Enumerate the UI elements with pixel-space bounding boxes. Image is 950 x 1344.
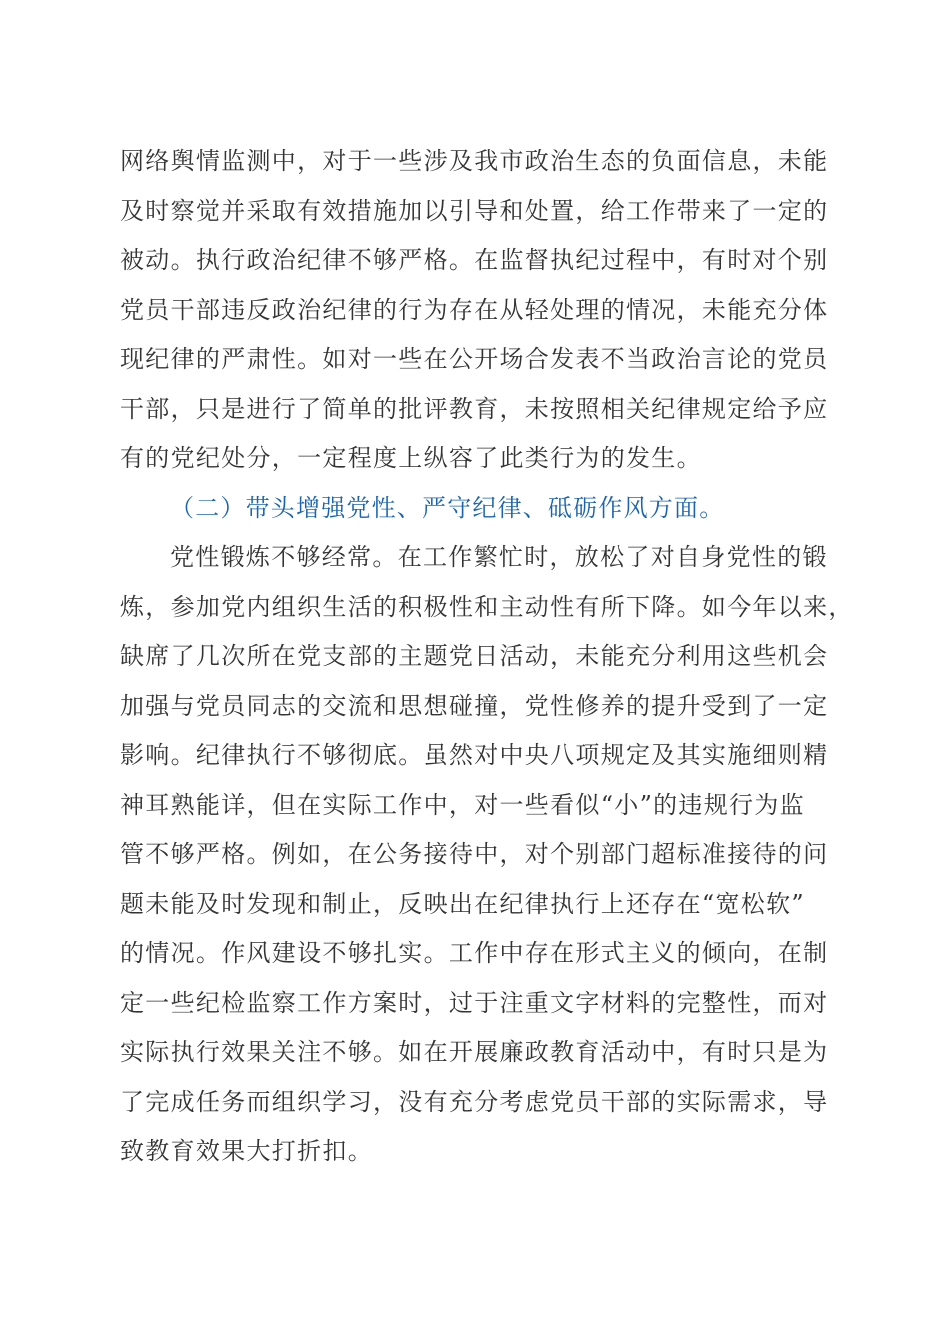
paragraph-line: 炼，参加党内组织生活的积极性和主动性有所下降。如今年以来， <box>120 592 854 621</box>
paragraph-line: 管不够严格。例如，在公务接待中，对个别部门超标准接待的问 <box>120 840 829 868</box>
paragraph-line: 神耳熟能详，但在实际工作中，对一些看似“小”的违规行为监 <box>120 790 805 819</box>
paragraph-line: 网络舆情监测中，对于一些涉及我市政治生态的负面信息，未能 <box>120 147 829 175</box>
paragraph-line: 实际执行效果关注不够。如在开展廉政教育活动中，有时只是为 <box>120 1038 829 1066</box>
paragraph-line: 致教育效果大打折扣。 <box>120 1137 373 1165</box>
paragraph-line: 定一些纪检监察工作方案时，过于注重文字材料的完整性，而对 <box>120 988 829 1017</box>
paragraph-line: 加强与党员同志的交流和思想碰撞，党性修养的提升受到了一定 <box>120 691 829 720</box>
section-heading: （二）带头增强党性、严守纪律、砥砺作风方面。 <box>170 493 725 522</box>
paragraph-line: 题未能及时发现和制止，反映出在纪律执行上还存在“宽松软” <box>120 889 805 918</box>
paragraph-line: 的情况。作风建设不够扎实。工作中存在形式主义的倾向，在制 <box>120 939 829 967</box>
paragraph-line: 党员干部违反政治纪律的行为存在从轻处理的情况，未能充分体 <box>120 295 829 324</box>
paragraph-line: 及时察觉并采取有效措施加以引导和处置，给工作带来了一定的 <box>120 196 829 225</box>
paragraph-line: 被动。执行政治纪律不够严格。在监督执纪过程中，有时对个别 <box>120 246 829 274</box>
document-body <box>120 137 854 1177</box>
paragraph-line: 党性锻炼不够经常。在工作繁忙时，放松了对自身党性的锻 <box>170 543 828 571</box>
paragraph-line: 了完成任务而组织学习，没有充分考虑党员干部的实际需求，导 <box>120 1087 829 1116</box>
paragraph-line: 影响。纪律执行不够彻底。虽然对中央八项规定及其实施细则精 <box>120 741 829 769</box>
paragraph-line: 有的党纪处分，一定程度上纵容了此类行为的发生。 <box>120 444 702 472</box>
paragraph-line: 现纪律的严肃性。如对一些在公开场合发表不当政治言论的党员 <box>120 345 829 373</box>
paragraph-line: 干部，只是进行了简单的批评教育，未按照相关纪律规定给予应 <box>120 394 829 423</box>
paragraph-line: 缺席了几次所在党支部的主题党日活动，未能充分利用这些机会 <box>120 642 829 670</box>
